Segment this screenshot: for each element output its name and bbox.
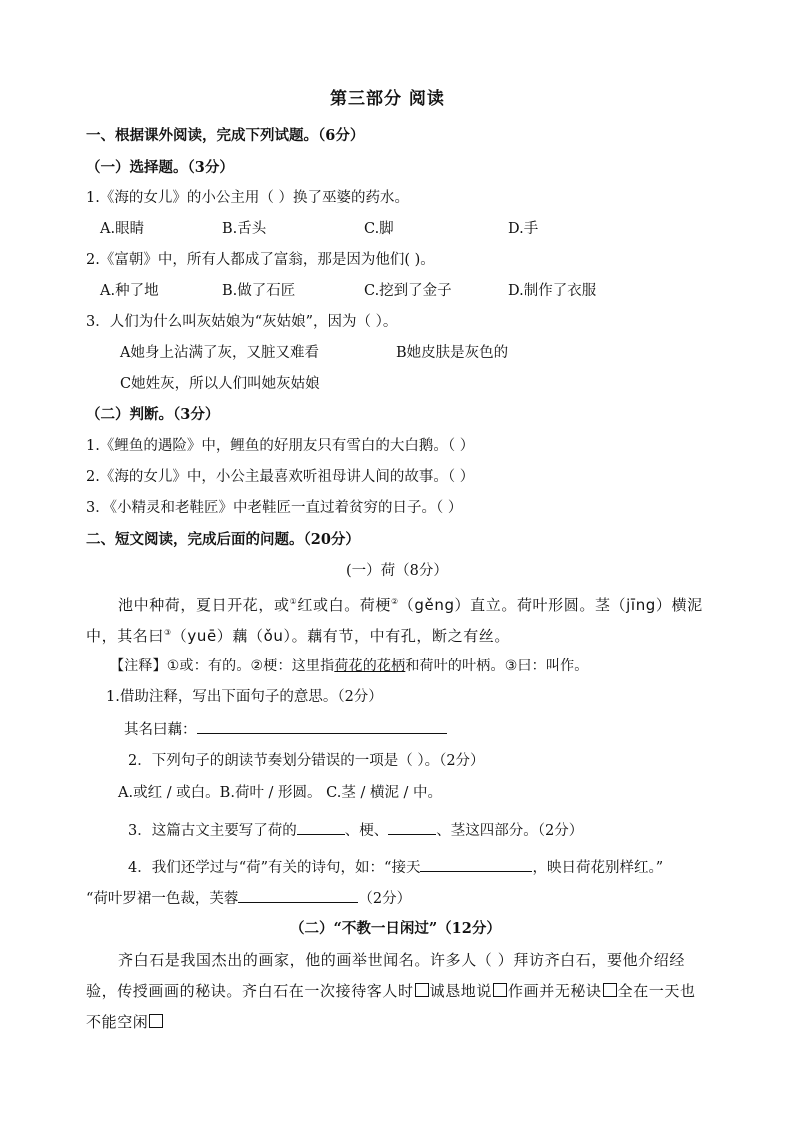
answer-blank[interactable] (388, 819, 436, 835)
footnote-mark: ① (289, 597, 298, 606)
q2-option-c: C.挖到了金子 (364, 283, 452, 299)
judge-1: 1.《鲤鱼的遇险》中，鲤鱼的好朋友只有雪白的大白鹅。（ ） (86, 438, 475, 454)
passage-2-line-2 (86, 981, 696, 1001)
punctuation-box[interactable] (415, 983, 429, 997)
punctuation-box[interactable] (603, 983, 617, 997)
q1-option-d: D.手 (508, 221, 539, 237)
passage-text: （gěng）直立。荷叶形圆。茎（jīng）横泥 (398, 596, 703, 614)
passage-1-q1-answer (124, 718, 447, 740)
annotation-text: 和荷叶的叶柄。③曰：叫作。 (405, 658, 589, 674)
passage-1-title: (一）荷（8分） (346, 563, 448, 579)
question-3: 3．人们为什么叫灰姑娘为“灰姑娘”，因为（ ）。 (86, 314, 398, 330)
question-text: “荷叶罗裙一色裁，芙蓉 (86, 891, 239, 907)
answer-blank[interactable] (238, 887, 358, 903)
footnote-mark: ③ (164, 628, 172, 637)
passage-text: 全在一天也 (617, 982, 696, 1000)
question-1: 1.《海的女儿》的小公主用（ ）换了巫婆的药水。 (86, 190, 409, 206)
q3-option-c: C她姓灰，所以人们叫她灰姑娘 (120, 376, 320, 392)
passage-1-q1: 1.借助注释，写出下面句子的意思。（2分） (106, 689, 383, 705)
passage-text: 不能空闲 (86, 1013, 149, 1031)
q1-option-c: C.脚 (364, 221, 394, 237)
passage-1-line-2 (86, 623, 510, 646)
answer-prompt: 其名曰藕： (124, 722, 197, 738)
question-text: 、梗、 (344, 823, 389, 839)
page-title: 第三部分 阅读 (330, 89, 445, 109)
passage-text: 红或白。荷梗 (297, 596, 391, 614)
passage-2-title: （二）“不教一日闲过”（12分） (290, 920, 501, 937)
subsection-choice: （一）选择题。（3分） (86, 159, 234, 176)
punctuation-box[interactable] (149, 1014, 163, 1028)
q2-option-a: A.种了地 (100, 283, 159, 299)
passage-1-q2: 2．下列句子的朗读节奏划分错误的一项是（ ）。（2分） (128, 753, 485, 769)
passage-text: 验，传授画画的秘诀。齐白石在一次接待客人时 (86, 982, 414, 1000)
q3-option-a: A她身上沾满了灰，又脏又难看 (120, 345, 319, 361)
footnote-mark: ② (391, 597, 399, 606)
passage-1-q4 (128, 856, 663, 878)
passage-1-q4-cont (86, 887, 411, 909)
passage-2-line-1: 齐白石是我国杰出的画家，他的画举世闻名。许多人（ ）拜访齐白石，要他介绍经 (118, 951, 685, 969)
subsection-judge: （二）判断。（3分） (86, 406, 220, 423)
passage-1-q3 (128, 819, 583, 841)
punctuation-box[interactable] (493, 983, 507, 997)
question-text: 4．我们还学过与“荷”有关的诗句，如：“接天 (128, 860, 421, 876)
question-text: 3．这篇古文主要写了荷的 (128, 823, 297, 839)
annotation-underlined: 荷花的花柄 (334, 658, 406, 674)
q3-option-b: B她皮肤是灰色的 (396, 345, 509, 361)
question-text: ，映日荷花别样红。” (532, 860, 664, 876)
passage-1-line-1 (118, 592, 703, 615)
answer-blank[interactable] (197, 718, 447, 734)
section-heading-2: 二、短文阅读，完成后面的问题。（20分） (86, 531, 360, 548)
judge-2: 2.《海的女儿》中，小公主最喜欢听祖母讲人间的故事。（ ） (86, 469, 475, 485)
question-text: 、茎这四部分。（2分） (436, 823, 584, 839)
passage-text: 中，其名曰 (86, 627, 165, 645)
q1-option-a: A.眼睛 (100, 221, 145, 237)
question-2: 2.《富朝》中，所有人都成了富翁，那是因为他们( )。 (86, 252, 435, 268)
passage-text: 池中种荷，夏日开花，或 (118, 596, 290, 614)
section-heading-1: 一、根据课外阅读，完成下列试题。（6分） (86, 127, 365, 144)
q2-option-d: D.制作了衣服 (508, 283, 597, 299)
judge-3: 3．《小精灵和老鞋匠》中老鞋匠一直过着贫穷的日子。（ ） (86, 500, 463, 516)
annotation-text: 【注释】①或：有的。②梗：这里指 (110, 658, 335, 674)
annotation (110, 656, 588, 676)
passage-2-line-3 (86, 1012, 164, 1032)
q2-option-b: B.做了石匠 (222, 283, 296, 299)
question-text: （2分） (358, 891, 412, 907)
passage-1-q2-options: A.或红 / 或白。B.荷叶 / 形圆。 C.茎 / 横泥 / 中。 (118, 785, 443, 801)
answer-blank[interactable] (297, 819, 345, 835)
passage-text: 作画并无秘诀 (508, 982, 602, 1000)
q1-option-b: B.舌头 (222, 221, 267, 237)
passage-text: （yuē）藕（ǒu）。藕有节，中有孔，断之有丝。 (171, 627, 510, 645)
passage-text: 诚恳地说 (429, 982, 493, 1000)
answer-blank[interactable] (420, 856, 532, 872)
